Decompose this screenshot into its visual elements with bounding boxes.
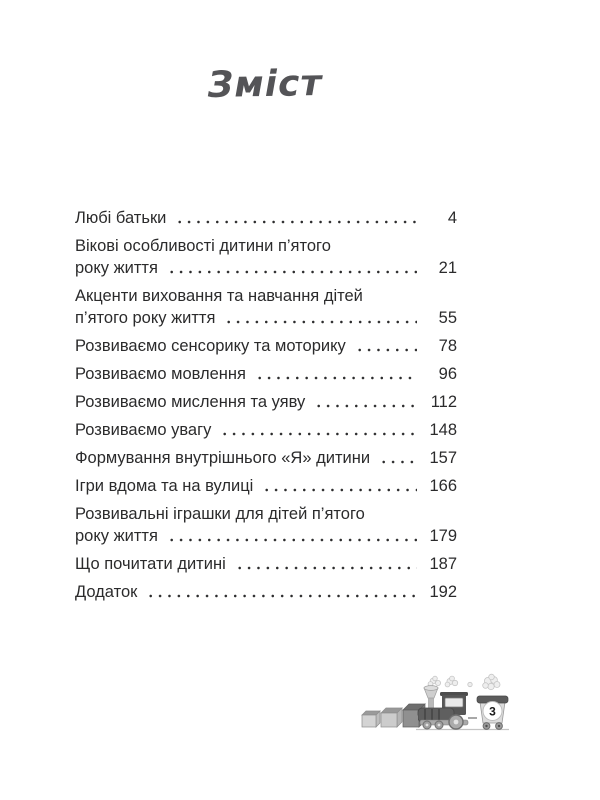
toc-line (75, 235, 457, 257)
toc-entry-title: Акценти виховання та навчання дітей (75, 287, 363, 305)
dot-leader (222, 307, 417, 329)
toc-line (75, 363, 457, 385)
toc-page-number: 4 (447, 209, 457, 227)
toc-entry (75, 475, 457, 497)
wagon-icon (477, 696, 508, 729)
dot-leader (165, 525, 417, 547)
toc-entry-title: Любі батьки (75, 209, 167, 227)
toc-entry-title: Ігри вдома та на вулиці (75, 477, 254, 495)
toc-line (75, 207, 457, 229)
train-illustration (352, 668, 514, 736)
toc-page-number: 157 (429, 449, 457, 467)
smoke-puffs-icon (428, 674, 500, 690)
toc-line (75, 553, 457, 575)
toc-page-number: 187 (429, 555, 457, 573)
toc-line (75, 419, 457, 441)
toc-line (75, 475, 457, 497)
toc-entry-title: Що почитати дитині (75, 555, 226, 573)
dot-leader (260, 475, 417, 497)
toc-entry-title-continued: п’ятого року життя (75, 309, 216, 327)
toc-entry-title: Вікові особливості дитини п’ятого (75, 237, 331, 255)
toc-page-number: 55 (438, 309, 457, 327)
toc-line (75, 307, 457, 329)
toc-page-number: 166 (429, 477, 457, 495)
toc-entry-title: Розвивальні іграшки для дітей п’ятого (75, 505, 365, 523)
toc-entry (75, 447, 457, 469)
toc-entry-title-continued: року життя (75, 259, 158, 277)
dot-leader (253, 363, 417, 385)
toc-entry (75, 419, 457, 441)
toc-entry (75, 285, 457, 329)
toc-entry-title: Формування внутрішнього «Я» дитини (75, 449, 371, 467)
dot-leader (218, 419, 417, 441)
toc-entry (75, 503, 457, 547)
toc-entry-title: Розвиваємо мислення та уяву (75, 393, 306, 411)
toc-line (75, 285, 457, 307)
toc-entry-title: Розвиваємо мовлення (75, 365, 246, 383)
dot-leader (165, 257, 417, 279)
toc-entry (75, 363, 457, 385)
toc-page-number: 21 (438, 259, 457, 277)
toc-line (75, 581, 457, 603)
dot-leader (377, 447, 417, 469)
dot-leader (173, 207, 417, 229)
toc-page-number: 78 (438, 337, 457, 355)
toy-block-icon (362, 711, 380, 727)
toc-line (75, 447, 457, 469)
toc-page-number: 179 (429, 527, 457, 545)
footer-page-number: 3 (489, 704, 496, 719)
toc-line (75, 257, 457, 279)
toc-page-number: 112 (430, 393, 457, 411)
toc-entry-title: Розвиваємо увагу (75, 421, 212, 439)
toc-entry-title: Розвиваємо сенсорику та моторику (75, 337, 346, 355)
table-of-contents (75, 207, 457, 609)
toc-entry (75, 207, 457, 229)
dot-leader (144, 581, 417, 603)
toc-page-number: 96 (438, 365, 457, 383)
toc-entry (75, 581, 457, 603)
toc-entry (75, 553, 457, 575)
toc-entry (75, 335, 457, 357)
toc-entry (75, 235, 457, 279)
dot-leader (233, 553, 417, 575)
dot-leader (312, 391, 417, 413)
toy-block-icon (381, 708, 402, 727)
toc-line (75, 525, 457, 547)
toc-entry-title-continued: року життя (75, 527, 158, 545)
toc-page-number: 148 (429, 421, 457, 439)
toc-entry (75, 391, 457, 413)
toc-line (75, 391, 457, 413)
toc-entry-title: Додаток (75, 583, 138, 601)
page-title: Зміст (207, 63, 323, 106)
dot-leader (353, 335, 417, 357)
toc-line (75, 335, 457, 357)
toc-line (75, 503, 457, 525)
toc-page-number: 192 (429, 583, 457, 601)
